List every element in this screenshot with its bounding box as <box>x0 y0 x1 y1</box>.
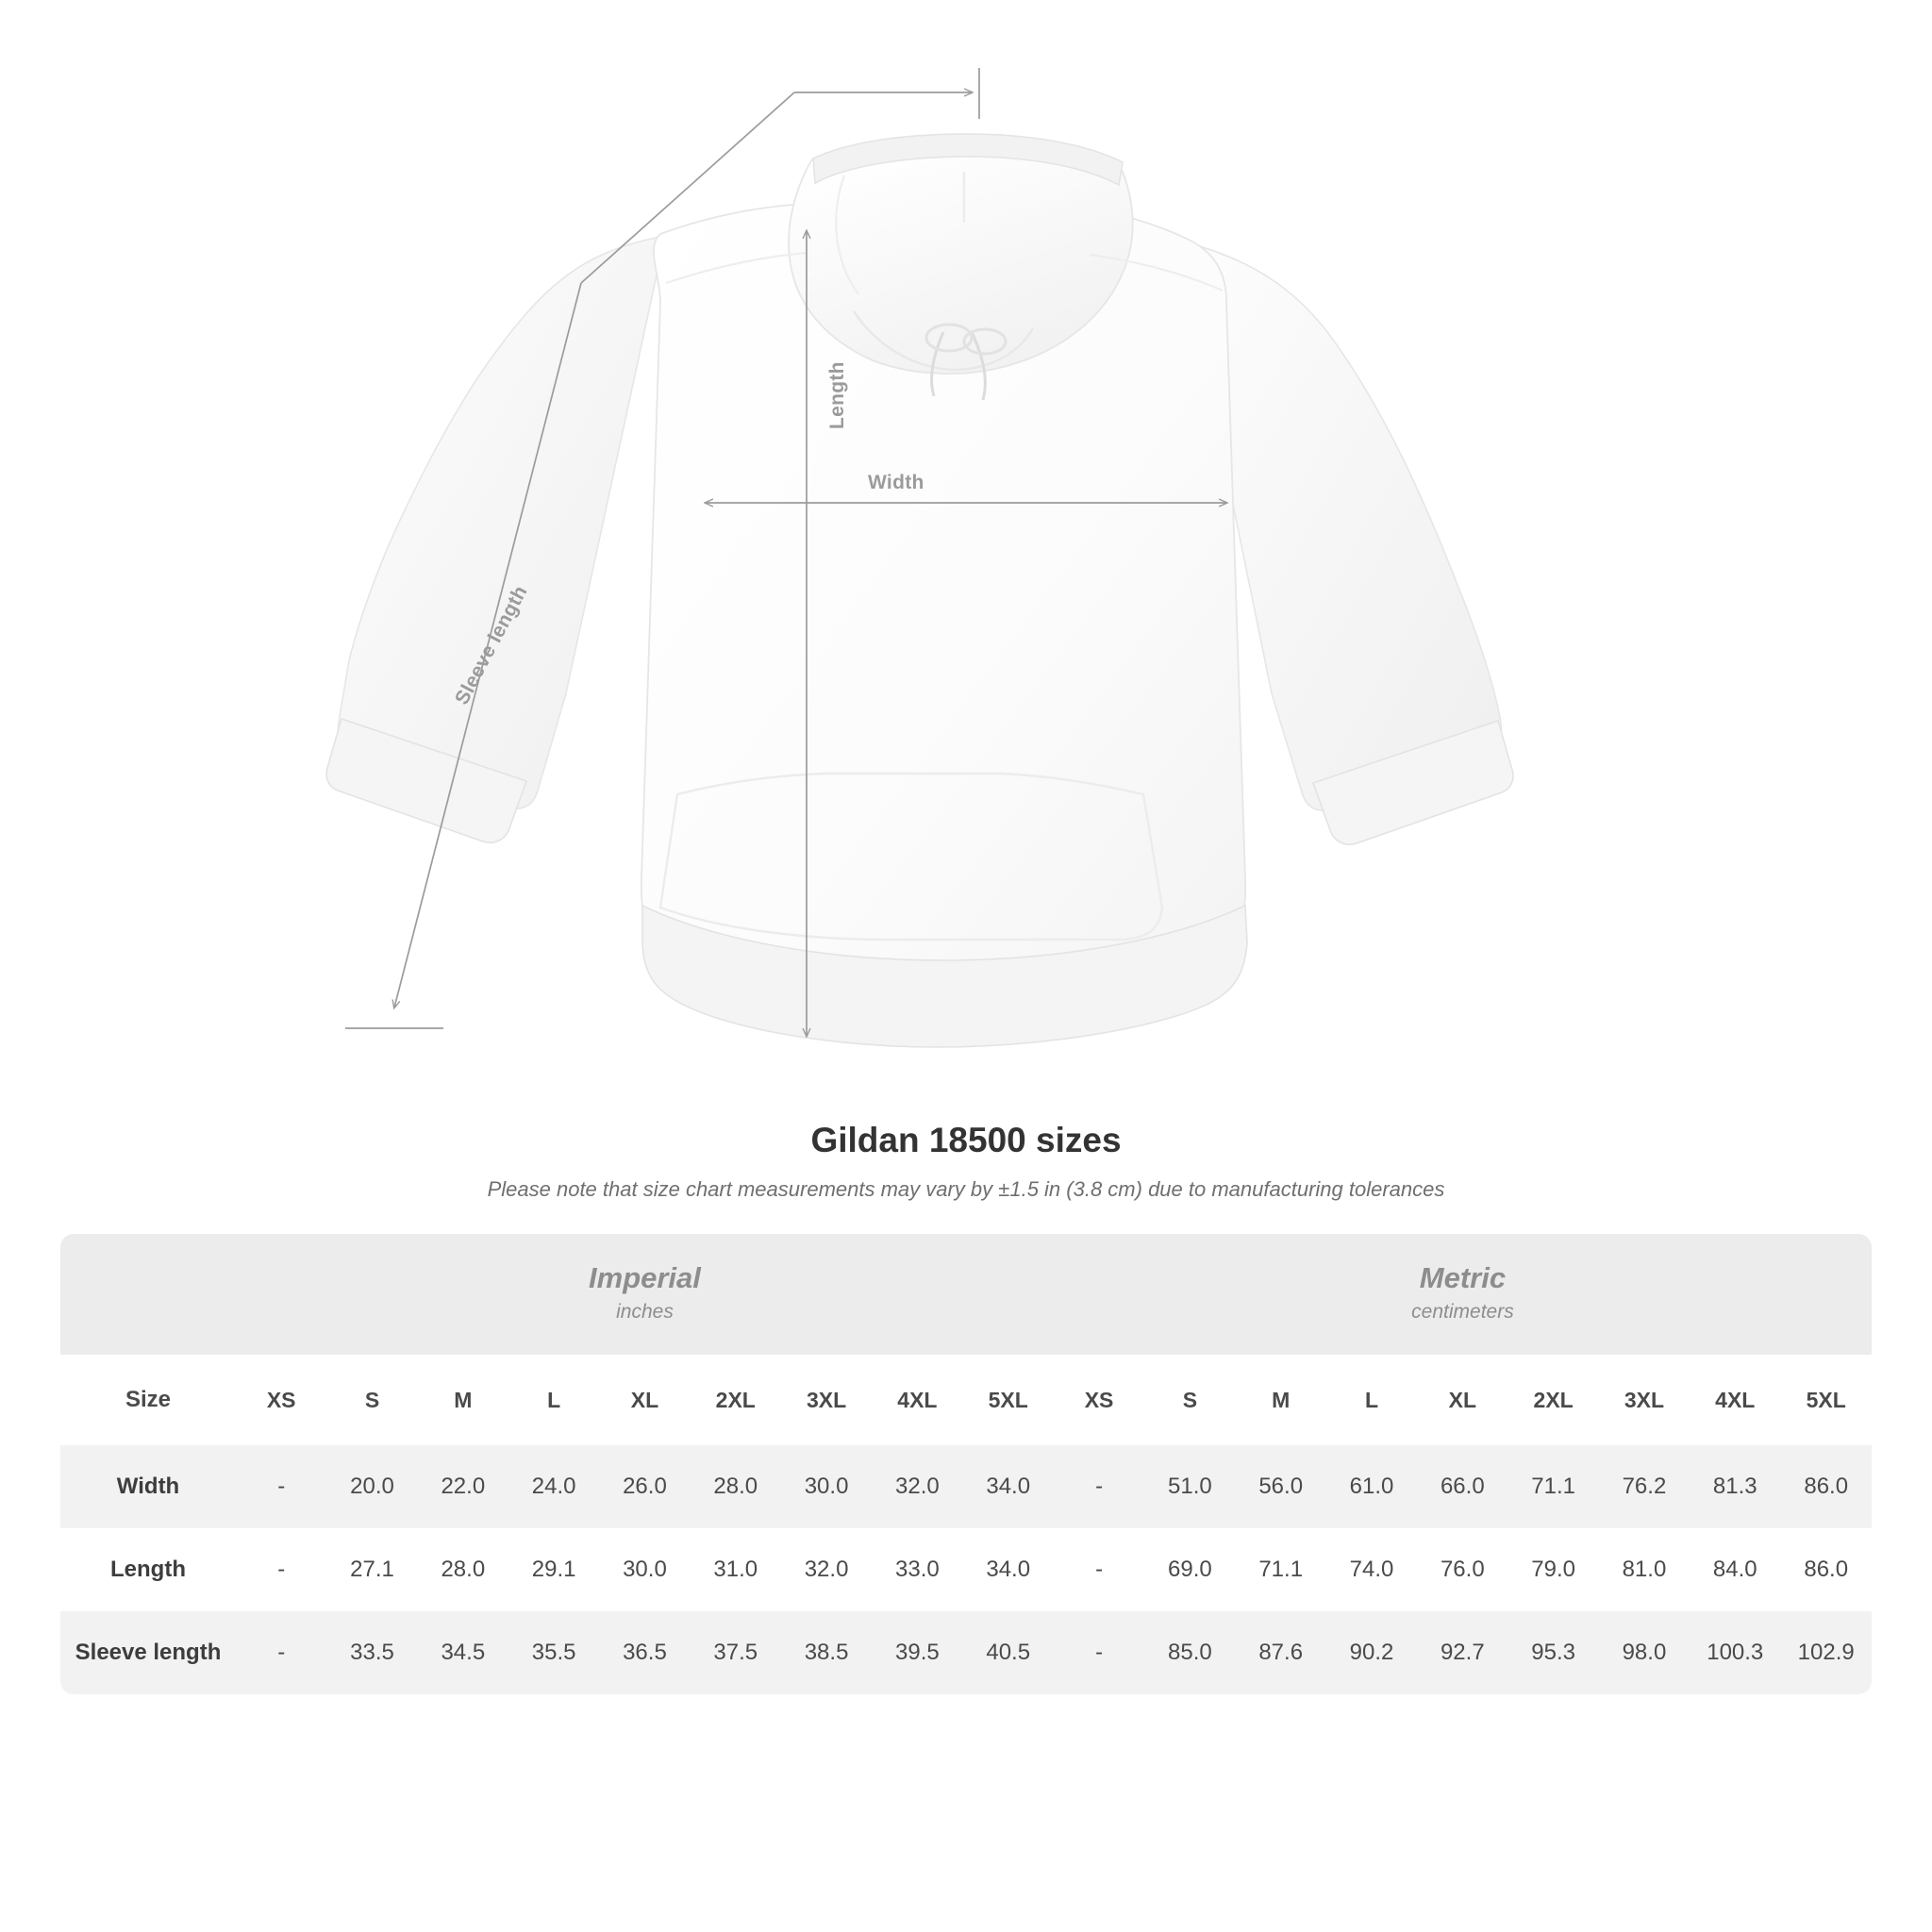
size-table-wrapper <box>60 1234 1872 1694</box>
cell-sleeve-met-xs: - <box>1054 1611 1144 1694</box>
table-row <box>60 1528 1872 1611</box>
cell-sleeve-imp-3xl: 38.5 <box>781 1611 872 1694</box>
cell-length-imp-3xl: 32.0 <box>804 1557 849 1583</box>
unit-metric <box>1054 1234 1872 1355</box>
cell-width-met-xs: - <box>1054 1445 1144 1528</box>
cell-length-imp-s: 27.1 <box>350 1557 394 1583</box>
cell-width-met-m: 56.0 <box>1236 1445 1326 1528</box>
header-size: Size <box>60 1355 236 1445</box>
cell-width-imp-l: 24.0 <box>508 1445 599 1528</box>
cell-width-met-l: 61.0 <box>1326 1445 1417 1528</box>
size-table <box>60 1234 1872 1694</box>
cell-width-met-3xl: 76.2 <box>1599 1445 1690 1528</box>
unit-header-row <box>60 1234 1872 1355</box>
cell-length-imp-l: 29.1 <box>531 1557 576 1583</box>
cell-length-imp-m: 28.0 <box>441 1557 486 1583</box>
cell-width-met-s: 51.0 <box>1144 1445 1235 1528</box>
cell-sleeve-imp-4xl: 39.5 <box>872 1611 962 1694</box>
unit-spacer <box>60 1234 236 1355</box>
cell-sleeve-met-xl: 92.7 <box>1417 1611 1507 1694</box>
cell-width-met-4xl: 81.3 <box>1690 1445 1780 1528</box>
cell-sleeve-met-l: 90.2 <box>1326 1611 1417 1694</box>
header-imperial-4xl: 4XL <box>872 1355 962 1445</box>
cell-length-imp-2xl: 31.0 <box>713 1557 758 1583</box>
row-label-sleeve-length: Sleeve length <box>60 1611 236 1694</box>
header-metric-2xl: 2XL <box>1507 1355 1598 1445</box>
cell-length-imp-xs: - <box>277 1557 286 1583</box>
cell-sleeve-imp-2xl: 37.5 <box>691 1611 781 1694</box>
cell-length-imp-xl: 30.0 <box>623 1557 667 1583</box>
cell-sleeve-imp-5xl: 40.5 <box>963 1611 1054 1694</box>
table-row <box>60 1611 1872 1694</box>
title-block <box>0 1121 1932 1202</box>
header-metric-l: L <box>1326 1355 1417 1445</box>
cell-width-imp-xl: 26.0 <box>599 1445 690 1528</box>
header-imperial-s: S <box>326 1355 417 1445</box>
tolerance-note: Please note that size chart measurements may vary by ±1.5 in (3.8 cm) due to manufacturing tolerances <box>487 1177 1445 1201</box>
header-metric-xs: XS <box>1054 1355 1144 1445</box>
header-imperial-5xl: 5XL <box>963 1355 1054 1445</box>
cell-length-met-m: 71.1 <box>1258 1557 1304 1583</box>
cell-sleeve-imp-xs: - <box>236 1611 326 1694</box>
cell-width-imp-3xl: 30.0 <box>781 1445 872 1528</box>
cell-sleeve-imp-l: 35.5 <box>508 1611 599 1694</box>
cell-length-met-5xl: 86.0 <box>1804 1557 1849 1583</box>
header-imperial-l: L <box>508 1355 599 1445</box>
cell-width-imp-2xl: 28.0 <box>691 1445 781 1528</box>
cell-sleeve-imp-s: 33.5 <box>326 1611 417 1694</box>
hoodie-shape <box>326 134 1513 1047</box>
cell-length-met-4xl: 84.0 <box>1712 1557 1757 1583</box>
header-imperial-xs: XS <box>236 1355 326 1445</box>
label-length: Length <box>826 361 848 429</box>
cell-length-met-3xl: 81.0 <box>1622 1557 1667 1583</box>
header-imperial-2xl: 2XL <box>691 1355 781 1445</box>
cell-sleeve-imp-m: 34.5 <box>418 1611 508 1694</box>
cell-width-met-xl: 66.0 <box>1417 1445 1507 1528</box>
cell-length-imp-4xl: 33.0 <box>895 1557 940 1583</box>
cell-width-imp-s: 20.0 <box>326 1445 417 1528</box>
cell-width-imp-xs: - <box>236 1445 326 1528</box>
page-title: Gildan 18500 sizes <box>810 1121 1122 1159</box>
cell-length-met-s: 69.0 <box>1168 1557 1212 1583</box>
size-header-row <box>60 1355 1872 1445</box>
cell-width-met-5xl: 86.0 <box>1780 1445 1872 1528</box>
header-imperial-xl: XL <box>599 1355 690 1445</box>
cell-length-met-2xl: 79.0 <box>1531 1557 1575 1583</box>
cell-sleeve-met-s: 85.0 <box>1144 1611 1235 1694</box>
table-row <box>60 1445 1872 1528</box>
unit-imperial-sub: inches <box>616 1300 674 1323</box>
header-metric-5xl: 5XL <box>1780 1355 1872 1445</box>
cell-sleeve-met-5xl: 102.9 <box>1780 1611 1872 1694</box>
cell-width-met-2xl: 71.1 <box>1507 1445 1598 1528</box>
cell-sleeve-met-4xl: 100.3 <box>1690 1611 1780 1694</box>
row-label-length: Length <box>110 1557 186 1583</box>
header-metric-m: M <box>1236 1355 1326 1445</box>
unit-imperial-name: Imperial <box>589 1261 701 1294</box>
cell-sleeve-imp-xl: 36.5 <box>599 1611 690 1694</box>
unit-imperial <box>236 1234 1054 1355</box>
label-width: Width <box>868 472 924 493</box>
cell-length-met-xl: 76.0 <box>1440 1557 1485 1583</box>
header-imperial-m: M <box>418 1355 508 1445</box>
unit-metric-name: Metric <box>1419 1261 1507 1294</box>
cell-length-imp-5xl: 34.0 <box>986 1557 1031 1583</box>
header-metric-3xl: 3XL <box>1599 1355 1690 1445</box>
header-imperial-3xl: 3XL <box>781 1355 872 1445</box>
row-label-width: Width <box>60 1445 236 1528</box>
cell-length-met-l: 74.0 <box>1349 1557 1394 1583</box>
cell-width-imp-m: 22.0 <box>418 1445 508 1528</box>
cell-sleeve-met-3xl: 98.0 <box>1599 1611 1690 1694</box>
cell-sleeve-met-2xl: 95.3 <box>1507 1611 1598 1694</box>
cell-sleeve-met-m: 87.6 <box>1236 1611 1326 1694</box>
unit-metric-sub: centimeters <box>1411 1300 1514 1323</box>
header-metric-xl: XL <box>1417 1355 1507 1445</box>
label-sleeve-length: Sleeve length <box>451 582 532 708</box>
cell-width-imp-5xl: 34.0 <box>963 1445 1054 1528</box>
cell-width-imp-4xl: 32.0 <box>872 1445 962 1528</box>
cell-length-met-xs: - <box>1095 1557 1104 1583</box>
header-metric-4xl: 4XL <box>1690 1355 1780 1445</box>
header-metric-s: S <box>1144 1355 1235 1445</box>
